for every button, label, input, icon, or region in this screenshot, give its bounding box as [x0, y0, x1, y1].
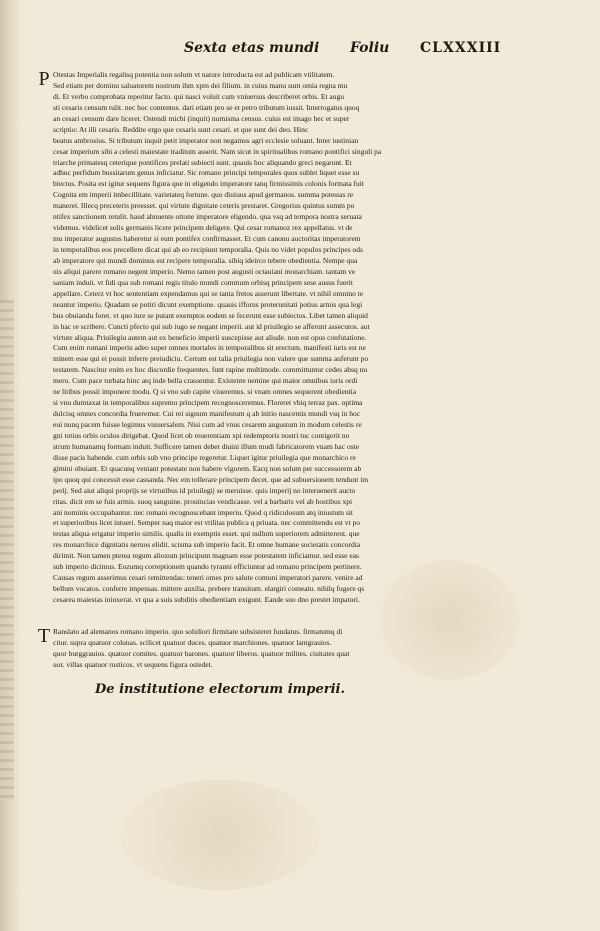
text-line: mu imperator augustus haberetur si eum pontifex confirmasset. Et cum canonu auctoritas imperatorem [53, 234, 361, 244]
section-heading: De institutione electorum imperii. [95, 682, 346, 697]
text-line: res monarchice dignitatis neruos elidit. scisma sub imperio facit. Et omne humane societatis concordia [53, 540, 361, 550]
text-line: bellum vocatos. conferre impensas. mittere auxilia. prebere transitum. elargiri comeatu. nihilq fugere qs [53, 584, 365, 594]
text-line: gimini obuiant. Et quacunq veniant potestate non habere vigorem. Eacq non solum per successorem ab [53, 463, 362, 473]
text-line: Cum enim romani imperiu adeo super omnes mortales in temporalibus sit erectum. manifesti iuris est ne [53, 343, 366, 353]
page-gutter [0, 0, 22, 931]
text-line: in hac re scribere. Cuncti pfecto qui sub iugo se negant imperii. aut id priuilegio se afferunt assecutos. aut [53, 321, 370, 331]
text-line: ntifex sanctionem retulit. haud abnuente ottone imperatore eligendo. qua vsq ad tempora nostra seruata [53, 212, 362, 222]
text-line: si vnu dumtaxat in temporalibus supremu principem recognosceremus. Floreret vbiq terraz pax. optima [53, 398, 363, 408]
text-line: an cesari censum dare liceret. Ostendi michi (inquit) numisma census. cuius est imago hec et super [53, 113, 350, 123]
text-line: beatus ambrosius. Si tributum inquit petit imperator non negamus agri ecclesie soluant. Inter iustinian [53, 135, 359, 145]
folio-label: Foliu [350, 40, 390, 56]
text-line: Cognita em imperii imbecillitate. varietateq fortune. quo diuiuus apud germanos. summa potestas re [53, 190, 354, 200]
text-line: scriptio: At illi cesaris. Reddite ergo que cesaris sunt cesari. et que sunt dei deo. Hinc [53, 124, 309, 134]
drop-initial: P [38, 68, 50, 90]
gutter-bleedthrough [0, 300, 14, 800]
text-line: adhuc perfidum bussitarum genus inficiatur. Sic romano principi temporales quos sublet liquet esse su [53, 168, 360, 178]
text-line: eui nunq pacem fuisse legimus vniuersalem. Nisi cum ad vnus cesarem augustum in modum celestis re [53, 420, 362, 429]
text-line: dulcisq omnes concordia frueremur. Cui rei signum manifestum q ab initio nascentis mundi vsq in hoc [53, 409, 361, 419]
text-line: virtute aliqua. Priuilegiu autem aut ex beneficio imperii suscepisse aut aliude. non est opus confutatione. [53, 332, 367, 342]
text-line: gni totius orbis oculos dirigebat. Quod licet ob reuerentiam xpi redemptoris nostri tuc contigerit no [53, 430, 350, 440]
text-line: triarche primatesq ceterique pontifices prelati subiecti sunt. quauis hoc aliquando greci negarunt. Et [53, 157, 352, 167]
text-line: ani nominis occupabantur. nec romani recognoscebant imperiu. Quod q ridiculosum atq iniustum sit [53, 507, 353, 517]
text-line: ne litibus possit imponere modu. Q si vno sub capite viueremus. si vnam omnes sequerent obedientia [53, 387, 357, 397]
text-line: neantur imperio. Quadam se potiri dicunt exemptione. quauis ifforus proterunitati potius armis qua legi [53, 299, 363, 309]
text-line: citur. supra quatuor colunas. scilicet quatuor duces. quatuor marchiones. quatuor lantgrauios. [53, 637, 332, 647]
text-line: disse pacis habende. cum orbis sub vno principe regeretur. Liquet igitur priuilegia que monarchico re [53, 452, 356, 462]
second-paragraph [53, 627, 515, 671]
text-line: appellare. Ceterz vt hoc sententiam expendamus qui se tanta fretos asserunt libertate. vt nihil omnino te [53, 288, 364, 298]
text-line: cesar imperium sibi a celesti maiestate traditum asserit. Nam sicut in spiritualibus romano pontifici singuli pa [53, 146, 382, 156]
text-line: videmus. videlicet solis germanis licere principem deligere. Qui cesar romanoz rex appellatus. vt de [53, 223, 353, 233]
main-paragraph [53, 70, 515, 606]
running-title: Sexta etas mundi [184, 40, 320, 56]
drop-initial: T [37, 625, 51, 647]
text-line: perij. Sed aiut aliqui proprijs se virtutibus id priuilegij se meruisse. quis imperij no interuenerit aucto [53, 485, 356, 495]
text-line: in temporalibus eos precellere dicat qui ab eo recipiunt temporalia. Quis no videt populos principes ods [53, 245, 363, 254]
text-line: testatem. Nascitur enim ex hoc discordie frequentes. funt rapine multimode. committuntur cedes absq nu [53, 365, 368, 375]
text-line: Sed etiam per dominu saluatorem nostrum ihm xpm dei filium. in cuius manu sunt omia regna mu [53, 80, 348, 90]
text-line: ab imperatore qui mundi dominus est recipere temporalia. sibiq ideirco tebere obedientia. Nempe qua [53, 255, 358, 265]
text-line: cesarea maiestas iniuxerat. vt qua a suis subditis obedientiam exigunt. Eande suo dno prestet impatori. [53, 595, 360, 604]
text-line: testas aliqua erigatur imperio similis. qualis in exemptis esset. qui nullum superiorem admitterent. que [53, 529, 360, 539]
text-line: Otestas Imperialis regalisq potentia non solum vt nature introducta est ad publicam vtilitatem. [53, 70, 335, 79]
text-line: ritas. dicit em se fuis armis. suoq sanguine. prouincias vendicasse. vel a barbaris vel ab hostibus xpi [53, 496, 353, 506]
text-line: maneret. Illecq preceteris preesset. qui virtute dignitate ceteris prestaret. Gregorius quintus summ po [53, 201, 355, 211]
text-line: bus obuiandu foret. vt quo iure se putant exemptos eodem se fecerunt esse subiectos. Libet tamen aliquid [53, 310, 368, 320]
text-line: sub imperio dicimus. Eozumq correptionem quando tyranni efficiuntur ad romanu principem pertinere. [53, 562, 362, 572]
text-line: ipo quoq qui concessit esse cassanda. Nec em tollerare principem decet. que ad subuersionem tendunt im [53, 474, 369, 484]
text-line: sti cesaris censum tulit. nec hoc contentus. dari etiam pro se et petro tributum iussit. Interrogatus quoq [53, 102, 360, 112]
text-line: mero. Cum pace turbata hinc atq inde bella crassentur. Existente nemine qui maior omnibus iuris ordi [53, 376, 358, 386]
folio-number: CLXXXIII [420, 40, 502, 56]
running-header [0, 40, 600, 62]
text-line: uis aliqui parere romano negent imperio. Nemo tamen post augusti octauiani monarchiam. tantam ve [53, 266, 356, 276]
text-line: Ranslato ad alemanos romano imperio. quo solidiori firmitate subsisteret fundatus. firmatumq di [53, 627, 343, 636]
text-line: Causas regum asserimus cesari remittendas: teneri omes pro salute comuni imperatori parere. venire ad [53, 573, 363, 583]
text-line: et superioribus licet intueri. Semper naq maior est vtilitas publica q priuata. nec committendu est vt po [53, 518, 361, 528]
text-line: saniam induit. vt fidi qua sub romani regis titulo mundi commum orbisq principem sese ausus fuerit [53, 277, 353, 287]
text-line: minem esse qui ei possit inferre preiudiciu. Certum est talia priuilegia non valere que summa auferunt po [53, 354, 369, 364]
text-line: dirimit. Non tamen pterea regum aliozum principum magnam esse potestatem inficiamur. sed esse eas [53, 551, 359, 561]
text-line: biectos. Posita est igitur sequens figura que in eligendo imperatore tanq firmissimis colonis formata fuit [53, 179, 364, 189]
paper-stain [120, 780, 320, 890]
text-line: quor burggrauios. quatuor comites. quatuor barones. quatuor liberos. quatuor milites. ciuitates quat [53, 648, 350, 658]
text-line: di. Et verbo comprobata reperitur facto. qui nasci voluit cum vniuersus describeret orbis. Et augu [53, 91, 344, 101]
text-line: uor. villas quatuor rusticos. vt sequens figura ostedet. [53, 659, 213, 669]
text-line: strum humanamq formam induit. Sufficere tamen debet diuini illum mudi fabricatorem vnam hac oste [53, 441, 360, 451]
